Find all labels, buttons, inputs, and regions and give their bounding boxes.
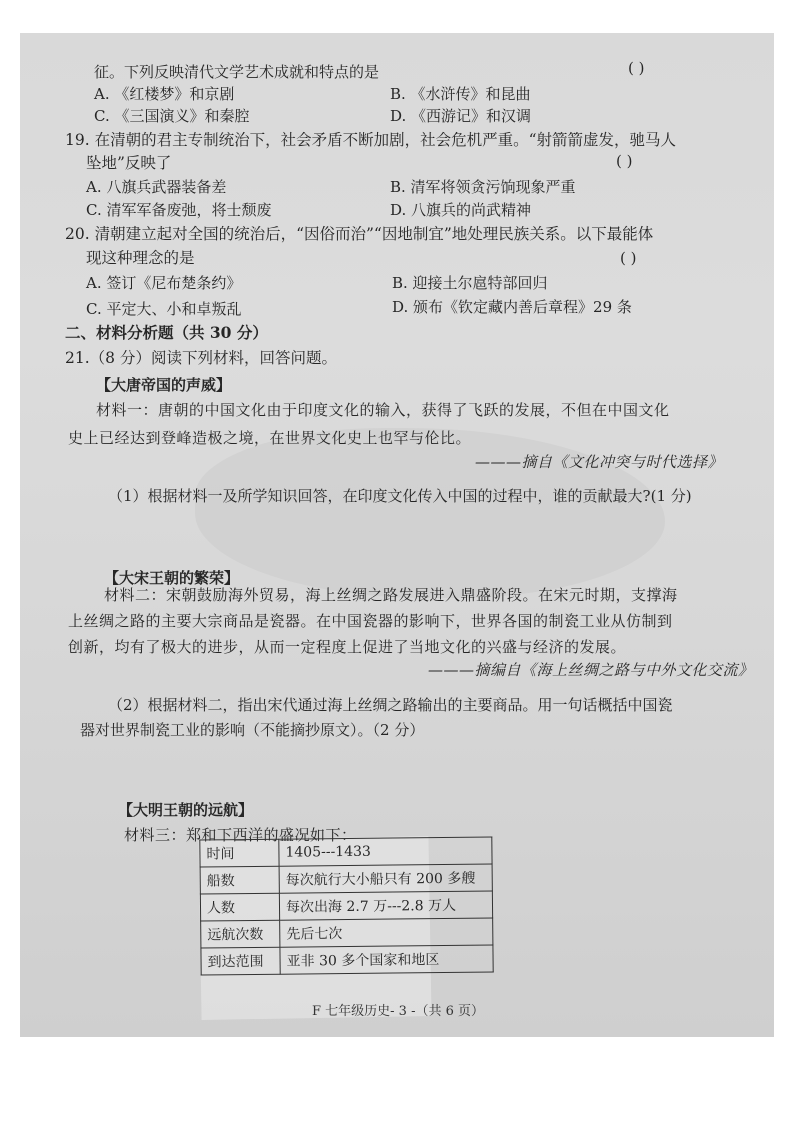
material-2-line1: 材料二：宋朝鼓励海外贸易，海上丝绸之路发展进入鼎盛阶段。在宋元时期，支撑海 — [104, 586, 678, 604]
q19-answer-paren: ( ) — [616, 152, 633, 170]
table-key: 到达范围 — [201, 947, 280, 975]
q19-option-c: C. 清军军备废弛，将士颓废 — [86, 201, 272, 219]
zheng-he-voyage-table — [199, 836, 493, 975]
table-key: 船数 — [200, 866, 279, 894]
page-footer: F 七年级历史- 3 -（共 6 页） — [312, 1004, 485, 1019]
q20-answer-paren: ( ) — [620, 249, 637, 267]
table-row — [200, 864, 492, 894]
table-key: 时间 — [200, 839, 279, 867]
table-row — [201, 945, 493, 975]
material-3-intro: 材料三：郑和下西洋的盛况如下： — [124, 826, 357, 844]
material-2-source: ———摘编自《海上丝绸之路与中外文化交流》 — [428, 661, 754, 679]
table-value: 亚非 30 多个国家和地区 — [280, 945, 493, 974]
q20-option-b: B. 迎接土尔扈特部回归 — [392, 274, 548, 292]
q18-option-b: B. 《水浒传》和昆曲 — [390, 85, 531, 103]
song-title: 【大宋王朝的繁荣】 — [104, 569, 240, 587]
table-row — [200, 891, 492, 921]
table-value: 每次出海 2.7 万---2.8 万人 — [279, 891, 492, 920]
q18-option-a: A. 《红楼梦》和京剧 — [94, 85, 235, 103]
q21-2-line2: 器对世界制瓷工业的影响（不能摘抄原文）。（2 分） — [80, 721, 425, 739]
material-1-source: ———摘自《文化冲突与时代选择》 — [475, 453, 724, 471]
table-row — [201, 918, 493, 948]
q19-stem-cont: 坠地”反映了 — [86, 154, 172, 172]
q18-option-c: C. 《三国演义》和秦腔 — [94, 107, 250, 125]
material-2-line2: 上丝绸之路的主要大宗商品是瓷器。在中国瓷器的影响下，世界各国的制瓷工业从仿制到 — [68, 612, 673, 630]
q18-option-d: D. 《西游记》和汉调 — [390, 107, 532, 125]
q19-stem: 19. 在清朝的君主专制统治下，社会矛盾不断加剧，社会危机严重。“射箭箭虚发，驰马人 — [65, 131, 677, 149]
tang-title: 【大唐帝国的声威】 — [96, 376, 232, 394]
table-value: 先后七次 — [280, 918, 493, 947]
q18-stem: 征。下列反映清代文学艺术成就和特点的是 — [94, 63, 380, 81]
q20-option-c: C. 平定大、小和卓叛乱 — [86, 300, 242, 318]
material-1-line2: 史上已经达到登峰造极之境，在世界文化史上也罕与伦比。 — [68, 429, 472, 447]
material-2-line3: 创新，均有了极大的进步，从而一定程度上促进了当地文化的兴盛与经济的发展。 — [68, 638, 627, 656]
q21-stem: 21.（8 分）阅读下列材料，回答问题。 — [65, 349, 337, 367]
section-2-heading: 二、材料分析题（共 30 分） — [65, 323, 268, 342]
q20-stem-cont: 现这种理念的是 — [86, 249, 195, 267]
q20-option-d: D. 颁布《钦定藏内善后章程》29 条 — [392, 298, 632, 316]
q20-option-a: A. 签订《尼布楚条约》 — [86, 274, 242, 292]
table-key: 人数 — [200, 893, 279, 921]
q21-1: （1）根据材料一及所学知识回答，在印度文化传入中国的过程中，谁的贡献最大?(1 分) — [108, 487, 692, 505]
table-value: 1405---1433 — [279, 837, 492, 866]
q20-stem: 20. 清朝建立起对全国的统治后，“因俗而治”“因地制宜”地处理民族关系。以下最能体 — [65, 225, 654, 243]
q19-option-d: D. 八旗兵的尚武精神 — [390, 201, 532, 219]
q19-option-a: A. 八旗兵武器装备差 — [86, 178, 227, 196]
ming-title: 【大明王朝的远航】 — [118, 801, 254, 819]
q19-option-b: B. 清军将领贪污饷现象严重 — [390, 178, 576, 196]
q21-2-line1: （2）根据材料二，指出宋代通过海上丝绸之路输出的主要商品。用一句话概括中国瓷 — [108, 696, 673, 714]
material-1-line1: 材料一：唐朝的中国文化由于印度文化的输入，获得了飞跃的发展，不但在中国文化 — [96, 401, 670, 419]
table-row — [200, 837, 492, 867]
table-key: 远航次数 — [201, 920, 280, 948]
q18-answer-paren: ( ) — [628, 59, 645, 77]
table-value: 每次航行大小船只有 200 多艘 — [279, 864, 492, 893]
